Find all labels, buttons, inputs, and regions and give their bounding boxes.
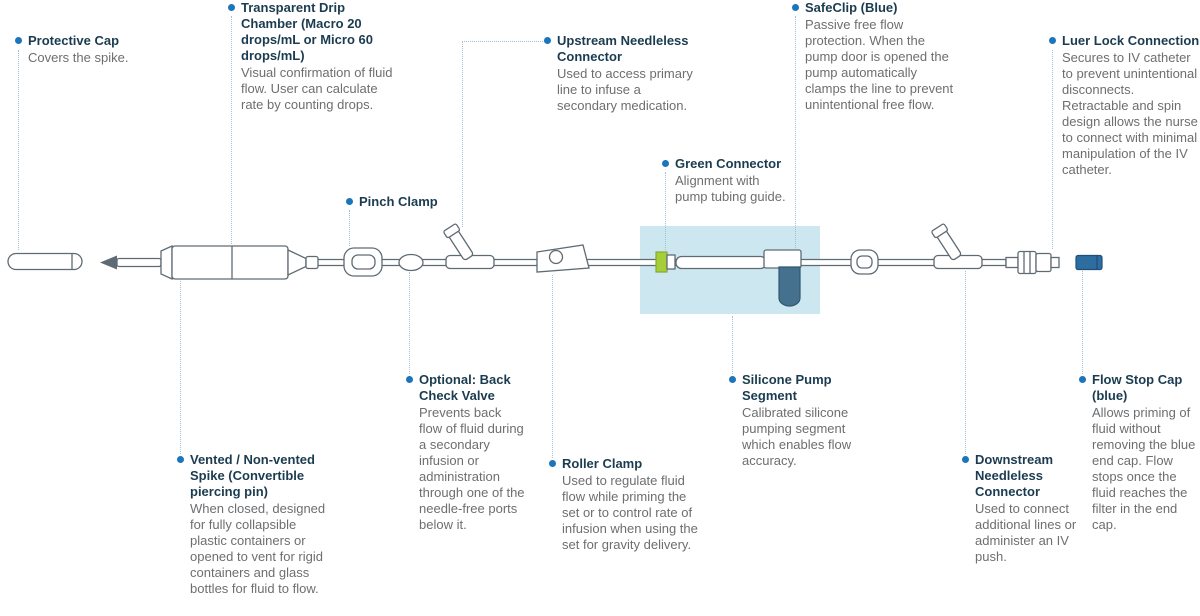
green-connector-art [656,252,675,272]
callout-title: Pinch Clamp [359,194,438,209]
drip-chamber-art [172,246,306,279]
callout-title: Upstream Needleless Connector [557,33,689,64]
callout-title: Roller Clamp [562,456,643,471]
callout-dot [544,37,551,44]
callout-green-connector [675,156,793,205]
callout-title: Transparent Drip Chamber (Macro 20 drops/mL or Micro 60 drops/mL) [241,0,373,63]
callout-roller-clamp [562,456,704,553]
upstream-connector-art [443,223,494,268]
back-check-valve-art [399,255,423,271]
callout-dot [15,37,22,44]
callout-back-check-valve [419,372,527,533]
callout-body: Used to regulate fluid flow while priming the set or to control rate of infusion when using the set for gravity delivery. [562,473,698,552]
callout-title: Green Connector [675,156,782,171]
callout-drip-chamber [241,0,393,113]
callout-pinch-clamp [359,194,459,210]
downstream-connector-art [931,223,982,268]
callout-dot [1049,37,1056,44]
protective-cap-art [8,254,82,270]
callout-dot [1079,376,1086,383]
callout-body: Visual confirmation of fluid flow. User can calculate rate by counting drops. [241,65,393,112]
callout-body: Secures to IV catheter to prevent unintentional disconnects. Retractable and spin design allows the nurse to connect with minimal manipulation of the IV catheter. [1062,50,1198,177]
callout-dot [792,4,799,11]
callout-title: Protective Cap [28,33,120,48]
callout-title: Vented / Non-vented Spike (Convertible piercing pin) [190,452,315,499]
pinch-clamp-art [344,248,382,276]
callout-downstream-connector [975,452,1093,565]
callout-body: Covers the spike. [28,50,129,65]
pump-segment-art [676,257,766,269]
callout-safeclip [805,0,955,113]
luer-lock-art [1006,252,1059,274]
callout-upstream-connector [557,33,699,114]
callout-body: Used to access primary line to infuse a secondary medication. [557,66,693,113]
callout-body: Prevents back flow of fluid during a secondary infusion or administration through one of the needle-free ports below it. [419,405,525,532]
callout-body: Alignment with pump tubing guide. [675,173,786,204]
callout-dot [406,376,413,383]
callout-body: Passive free flow protection. When the pump door is opened the pump automatically clamps the line to prevent unintentional free flow. [805,17,954,112]
safeclip-art [764,250,801,306]
flow-stop-cap-art [1076,256,1102,270]
callout-dot [346,198,353,205]
roller-clamp-art [537,245,589,272]
callout-title: Optional: Back Check Valve [419,372,511,403]
callout-flow-stop-cap [1092,372,1198,533]
callout-dot [662,160,669,167]
callout-pump-segment [742,372,864,469]
callout-dot [228,4,235,11]
callout-title: Flow Stop Cap (blue) [1092,372,1183,403]
callout-title: Downstream Needleless Connector [975,452,1054,499]
callout-title: Luer Lock Connection [1062,33,1200,48]
slide-clamp-art [851,250,878,274]
callout-body: Allows priming of fluid without removing the blue end cap. Flow stops once the fluid reaches the filter in the end cap. [1092,405,1196,532]
callout-luer-lock [1062,33,1200,178]
callout-body: Calibrated silicone pumping segment which enables flow accuracy. [742,405,852,468]
callout-dot [549,460,556,467]
callout-dot [729,376,736,383]
callout-protective-cap [28,33,150,66]
callout-body: When closed, designed for fully collapsible plastic containers or opened to vent for rigid containers and glass bottles for fluid to flow. [190,501,326,596]
callout-dot [962,456,969,463]
callout-body: Used to connect additional lines or administer an IV push. [975,501,1077,564]
callout-title: SafeClip (Blue) [805,0,898,15]
callout-title: Silicone Pump Segment [742,372,832,403]
callout-vented-spike [190,452,328,597]
callout-dot [177,456,184,463]
spike-art [100,246,172,279]
